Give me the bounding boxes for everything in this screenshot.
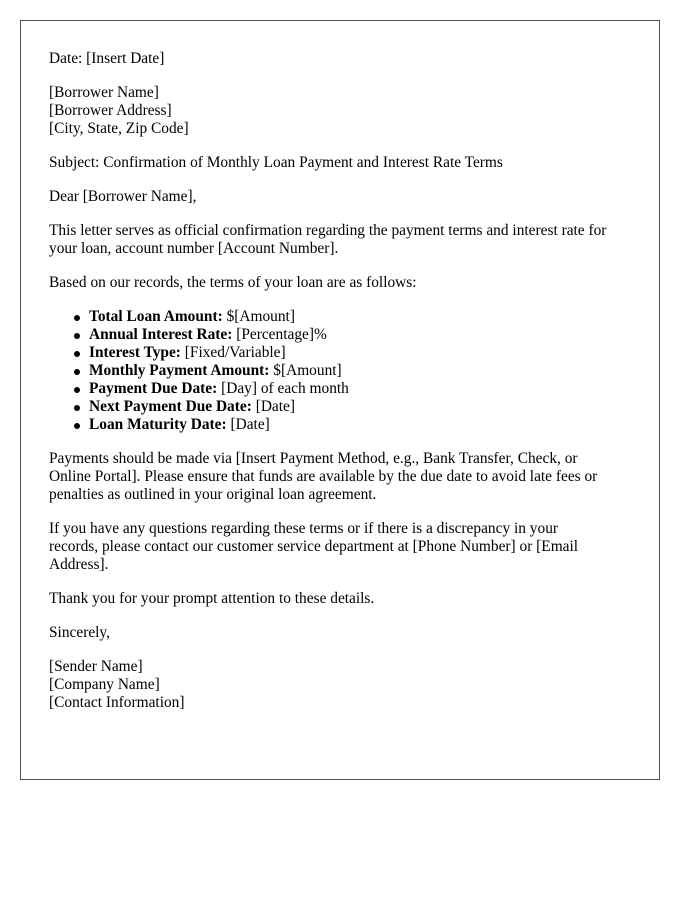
term-value: [Percentage]% — [232, 326, 327, 343]
bullet-icon — [74, 333, 80, 339]
borrower-name: [Borrower Name] — [49, 84, 159, 101]
loan-terms-list — [49, 308, 631, 434]
list-item — [89, 362, 631, 380]
subject-line: Subject: Confirmation of Monthly Loan Payment and Interest Rate Terms — [49, 154, 503, 171]
term-value: $[Amount] — [222, 308, 295, 325]
intro-paragraph — [49, 222, 631, 258]
list-item — [89, 398, 631, 416]
borrower-address-block — [49, 84, 631, 138]
term-label: Next Payment Due Date: — [89, 398, 252, 415]
bullet-icon — [74, 351, 80, 357]
questions-line-1: If you have any questions regarding these terms or if there is a discrepancy in your — [49, 520, 559, 537]
payment-line-1: Payments should be made via [Insert Payment Method, e.g., Bank Transfer, Check, or — [49, 450, 578, 467]
bullet-icon — [74, 423, 80, 429]
intro-line-1: This letter serves as official confirmation regarding the payment terms and interest rate for — [49, 222, 607, 239]
date-line: Date: [Insert Date] — [49, 50, 165, 67]
bullet-icon — [74, 387, 80, 393]
letter-page — [20, 20, 660, 780]
term-label: Loan Maturity Date: — [89, 416, 227, 433]
sender-signature-block — [49, 658, 631, 712]
bullet-icon — [74, 315, 80, 321]
payment-line-3: penalties as outlined in your original loan agreement. — [49, 486, 377, 503]
closing-block — [49, 624, 631, 642]
questions-paragraph — [49, 520, 631, 574]
term-value: [Day] of each month — [217, 380, 349, 397]
terms-intro: Based on our records, the terms of your loan are as follows: — [49, 274, 417, 291]
term-label: Payment Due Date: — [89, 380, 218, 397]
intro-line-2: your loan, account number [Account Number]. — [49, 240, 339, 257]
term-value: [Date] — [251, 398, 295, 415]
list-item — [89, 308, 631, 326]
term-value: $[Amount] — [269, 362, 342, 379]
thanks-line: Thank you for your prompt attention to these details. — [49, 590, 375, 607]
closing-line: Sincerely, — [49, 624, 110, 641]
list-item — [89, 416, 631, 434]
sender-contact: [Contact Information] — [49, 694, 185, 711]
term-value: [Date] — [226, 416, 270, 433]
salutation: Dear [Borrower Name], — [49, 188, 197, 205]
list-item — [89, 344, 631, 362]
payment-line-2: Online Portal]. Please ensure that funds are available by the due date to avoid late fees or — [49, 468, 598, 485]
thanks-block — [49, 590, 631, 608]
date-block — [49, 50, 631, 68]
sender-name: [Sender Name] — [49, 658, 143, 675]
sender-company: [Company Name] — [49, 676, 160, 693]
list-item — [89, 326, 631, 344]
payment-paragraph — [49, 450, 631, 504]
borrower-city-state-zip: [City, State, Zip Code] — [49, 120, 189, 137]
questions-line-2: records, please contact our customer service department at [Phone Number] or [Email — [49, 538, 579, 555]
term-label: Annual Interest Rate: — [89, 326, 233, 343]
term-label: Interest Type: — [89, 344, 181, 361]
list-item — [89, 380, 631, 398]
borrower-address: [Borrower Address] — [49, 102, 172, 119]
terms-intro-block — [49, 274, 631, 292]
term-value: [Fixed/Variable] — [180, 344, 286, 361]
salutation-block — [49, 188, 631, 206]
questions-line-3: Address]. — [49, 556, 109, 573]
bullet-icon — [74, 405, 80, 411]
subject-block — [49, 154, 631, 172]
term-label: Monthly Payment Amount: — [89, 362, 270, 379]
bullet-icon — [74, 369, 80, 375]
term-label: Total Loan Amount: — [89, 308, 223, 325]
